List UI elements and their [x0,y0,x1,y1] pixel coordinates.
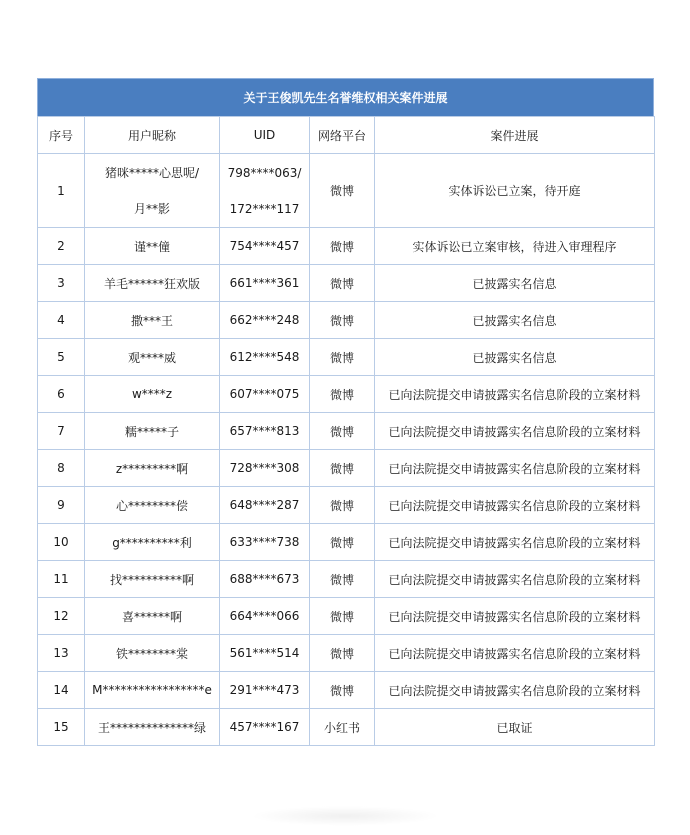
cell-uid [220,154,310,228]
cell-nickname: w****z [85,376,220,413]
cell-platform: 微博 [310,487,375,524]
cell-progress: 已披露实名信息 [375,265,655,302]
header-nickname: 用户昵称 [85,117,220,154]
cell-uid: 662****248 [220,302,310,339]
cell-progress: 实体诉讼已立案审核，待进入审理程序 [375,228,655,265]
cell-platform: 小红书 [310,709,375,746]
cell-uid: 754****457 [220,228,310,265]
table-row [38,709,655,746]
cell-nickname: 王**************绿 [85,709,220,746]
table-row [38,265,655,302]
cell-progress: 已向法院提交申请披露实名信息阶段的立案材料 [375,450,655,487]
cell-progress: 已取证 [375,709,655,746]
case-table [37,116,655,746]
table-row [38,376,655,413]
cell-nickname: 谨**僮 [85,228,220,265]
cell-nickname: g**********利 [85,524,220,561]
cell-nickname: 糯*****子 [85,413,220,450]
table-row [38,487,655,524]
cell-no: 11 [38,561,85,598]
cell-platform: 微博 [310,302,375,339]
table-row [38,450,655,487]
cell-uid: 688****673 [220,561,310,598]
cell-no: 13 [38,635,85,672]
cell-nickname: 羊毛******狂欢版 [85,265,220,302]
table-body [38,154,655,746]
table-row [38,154,655,228]
cell-progress: 已向法院提交申请披露实名信息阶段的立案材料 [375,376,655,413]
cell-no: 14 [38,672,85,709]
cell-platform: 微博 [310,635,375,672]
cell-no: 1 [38,154,85,228]
cell-platform: 微博 [310,413,375,450]
header-platform: 网络平台 [310,117,375,154]
cell-uid: 291****473 [220,672,310,709]
cell-progress: 已披露实名信息 [375,339,655,376]
nickname-line: 月**影 [133,201,170,216]
table-row [38,672,655,709]
cell-uid: 657****813 [220,413,310,450]
table-row [38,228,655,265]
cell-progress: 已向法院提交申请披露实名信息阶段的立案材料 [375,413,655,450]
cell-progress: 已披露实名信息 [375,302,655,339]
cell-platform: 微博 [310,228,375,265]
cell-no: 12 [38,598,85,635]
cell-no: 9 [38,487,85,524]
nickname-line: 猪咪*****心思呢/ [104,165,200,180]
cell-platform: 微博 [310,598,375,635]
uid-line: 798****063/ [227,165,302,180]
table-row [38,635,655,672]
cell-progress: 已向法院提交申请披露实名信息阶段的立案材料 [375,561,655,598]
uid-line: 172****117 [229,201,300,216]
cell-uid: 561****514 [220,635,310,672]
cell-progress: 已向法院提交申请披露实名信息阶段的立案材料 [375,635,655,672]
table-row [38,339,655,376]
cell-no: 8 [38,450,85,487]
table-row [38,598,655,635]
cell-platform: 微博 [310,450,375,487]
cell-progress: 已向法院提交申请披露实名信息阶段的立案材料 [375,487,655,524]
cell-nickname: 观****威 [85,339,220,376]
cell-progress: 已向法院提交申请披露实名信息阶段的立案材料 [375,672,655,709]
table-title: 关于王俊凯先生名誉维权相关案件进展 [37,78,654,116]
cell-nickname: 撒***王 [85,302,220,339]
table-row [38,302,655,339]
cell-uid: 728****308 [220,450,310,487]
table-row [38,561,655,598]
cell-nickname: 心********偿 [85,487,220,524]
cell-platform: 微博 [310,561,375,598]
header-uid: UID [220,117,310,154]
cell-nickname [85,154,220,228]
page-bottom-shadow [250,806,440,826]
cell-platform: 微博 [310,524,375,561]
cell-uid: 633****738 [220,524,310,561]
cell-platform: 微博 [310,154,375,228]
cell-uid: 612****548 [220,339,310,376]
cell-no: 2 [38,228,85,265]
cell-platform: 微博 [310,265,375,302]
cell-nickname: z*********啊 [85,450,220,487]
cell-platform: 微博 [310,376,375,413]
cell-platform: 微博 [310,339,375,376]
header-progress: 案件进展 [375,117,655,154]
cell-progress: 已向法院提交申请披露实名信息阶段的立案材料 [375,598,655,635]
cell-no: 7 [38,413,85,450]
cell-platform: 微博 [310,672,375,709]
table-row [38,524,655,561]
header-row [38,117,655,154]
header-no: 序号 [38,117,85,154]
cell-progress: 已向法院提交申请披露实名信息阶段的立案材料 [375,524,655,561]
cell-uid: 664****066 [220,598,310,635]
cell-uid: 661****361 [220,265,310,302]
cell-nickname: 找**********啊 [85,561,220,598]
cell-uid: 607****075 [220,376,310,413]
cell-no: 6 [38,376,85,413]
cell-no: 5 [38,339,85,376]
table-row [38,413,655,450]
case-progress-sheet [37,78,654,746]
cell-nickname: M*****************e [85,672,220,709]
cell-no: 3 [38,265,85,302]
cell-no: 15 [38,709,85,746]
cell-uid: 648****287 [220,487,310,524]
cell-nickname: 喜******啊 [85,598,220,635]
cell-progress: 实体诉讼已立案，待开庭 [375,154,655,228]
cell-nickname: 铁********棠 [85,635,220,672]
cell-no: 10 [38,524,85,561]
cell-no: 4 [38,302,85,339]
cell-uid: 457****167 [220,709,310,746]
